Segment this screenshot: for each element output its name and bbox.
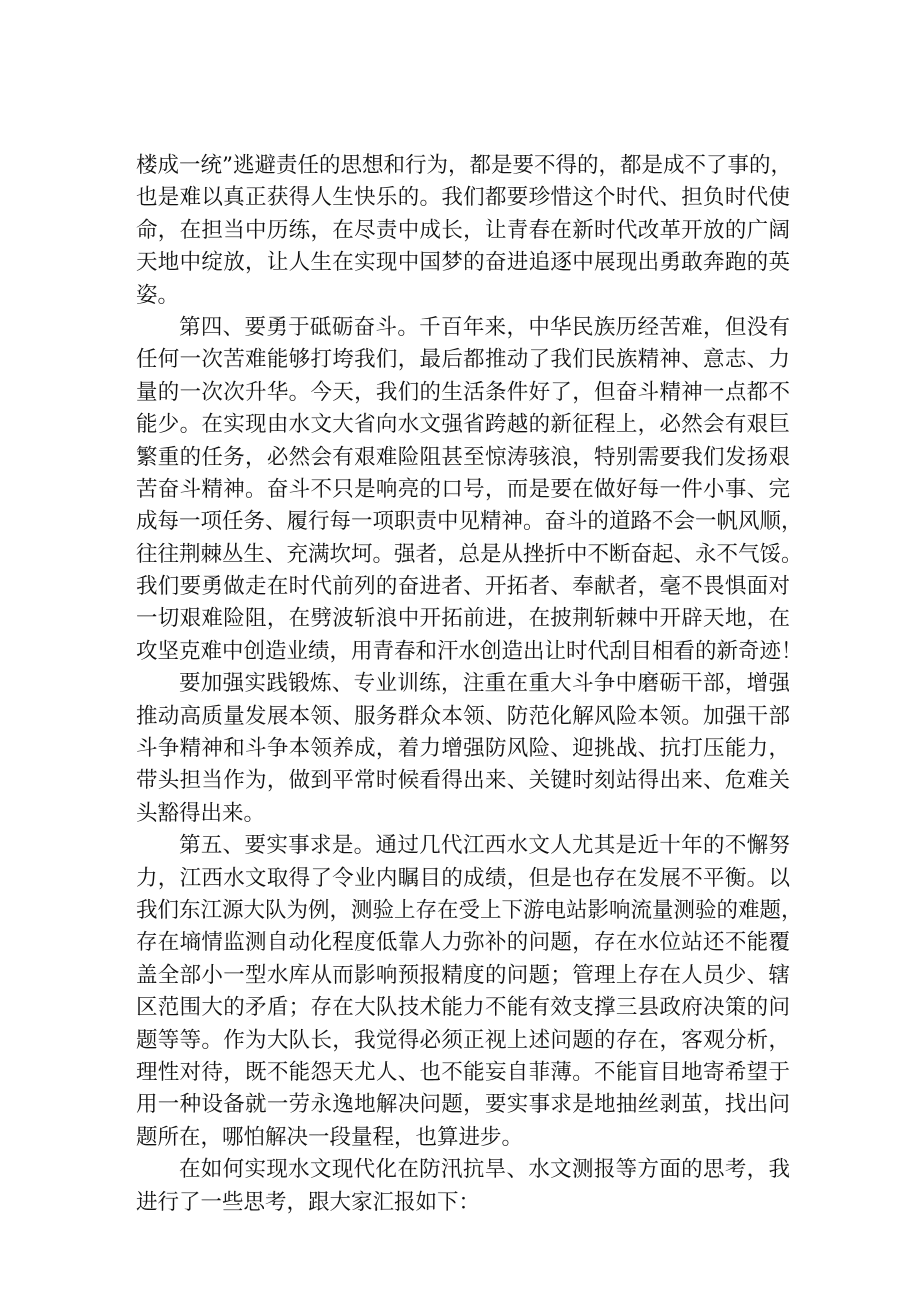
text-line: 存在墒情监测自动化程度低靠人力弥补的问题，存在水位站还不能覆 [136,930,790,956]
text-line: 第四、要勇于砥砺奋斗。千百年来，中华民族历经苦难，但没有 [179,314,790,340]
paragraph-continuation [136,150,790,312]
text-line: 斗争精神和斗争本领养成，着力增强防风险、迎挑战、抗打压能力， [136,736,790,762]
text-line: 命，在担当中历练，在尽责中成长，让青春在新时代改革开放的广阔 [136,217,790,243]
text-line: 用一种设备就一劳永逸地解决问题，要实事求是地抽丝剥茧，找出问 [136,1092,790,1118]
text-line: 楼成一统”逃避责任的思想和行为，都是要不得的，都是成不了事的， [136,153,792,178]
text-line: 题所在，哪怕解决一段量程，也算进步。 [136,1124,524,1150]
text-line: 天地中绽放，让人生在实现中国梦的奋进追逐中展现出勇敢奔跑的英 [136,250,790,276]
paragraph-fourth-point [136,312,803,668]
text-line: 题等等。作为大队长，我觉得必须正视上述问题的存在，客观分析， [136,1027,790,1053]
text-line: 第五、要实事求是。通过几代江西水文人尤其是近十年的不懈努 [179,833,790,859]
text-line: 头豁得出来。 [136,800,266,826]
document-body [136,150,803,1219]
text-line: 一切艰难险阻，在劈波斩浪中开拓前进，在披荆斩棘中开辟天地，在 [136,606,790,632]
text-line: 繁重的任务，必然会有艰难险阻甚至惊涛骇浪，特别需要我们发扬艰 [136,444,790,470]
paragraph-practice [136,668,790,830]
text-line: 带头担当作为，做到平常时候看得出来、关键时刻站得出来、危难关 [136,768,790,794]
text-line: 攻坚克难中创造业绩，用青春和汗水创造出让时代刮目相看的新奇迹！ [136,638,803,664]
text-line: 任何一次苦难能够打垮我们，最后都推动了我们民族精神、意志、力 [136,347,790,373]
text-line: 我们东江源大队为例，测验上存在受上下游电站影响流量测验的难题， [136,897,803,923]
paragraph-thinking [136,1154,790,1219]
text-line: 也是难以真正获得人生快乐的。我们都要珍惜这个时代、担负时代使 [136,185,790,211]
text-line: 推动高质量发展本领、服务群众本领、防范化解风险本领。加强干部 [136,703,790,729]
text-line: 理性对待，既不能怨天尤人、也不能妄自菲薄。不能盲目地寄希望于 [136,1059,790,1085]
text-line: 苦奋斗精神。奋斗不只是响亮的口号，而是要在做好每一件小事、完 [136,476,790,502]
paragraph-fifth-point [136,830,803,1154]
text-line: 盖全部小一型水库从而影响预报精度的问题；管理上存在人员少、辖 [136,962,790,988]
text-line: 力，江西水文取得了令业内瞩目的成绩，但是也存在发展不平衡。以 [136,865,790,891]
text-line: 进行了一些思考，跟大家汇报如下： [136,1189,481,1215]
text-line: 区范围大的矛盾；存在大队技术能力不能有效支撑三县政府决策的问 [136,995,790,1021]
text-line: 我们要勇做走在时代前列的奋进者、开拓者、奉献者，毫不畏惧面对 [136,574,790,600]
text-line: 成每一项任务、履行每一项职责中见精神。奋斗的道路不会一帆风顺， [136,509,803,535]
text-line: 姿。 [136,282,180,308]
text-line: 往往荆棘丛生、充满坎坷。强者，总是从挫折中不断奋起、永不气馁。 [136,541,803,567]
text-line: 量的一次次升华。今天，我们的生活条件好了，但奋斗精神一点都不 [136,379,790,405]
text-line: 能少。在实现由水文大省向水文强省跨越的新征程上，必然会有艰巨 [136,412,790,438]
text-line: 要加强实践锻炼、专业训练，注重在重大斗争中磨砺干部，增强 [179,671,790,697]
text-line: 在如何实现水文现代化在防汛抗旱、水文测报等方面的思考，我 [179,1157,790,1183]
